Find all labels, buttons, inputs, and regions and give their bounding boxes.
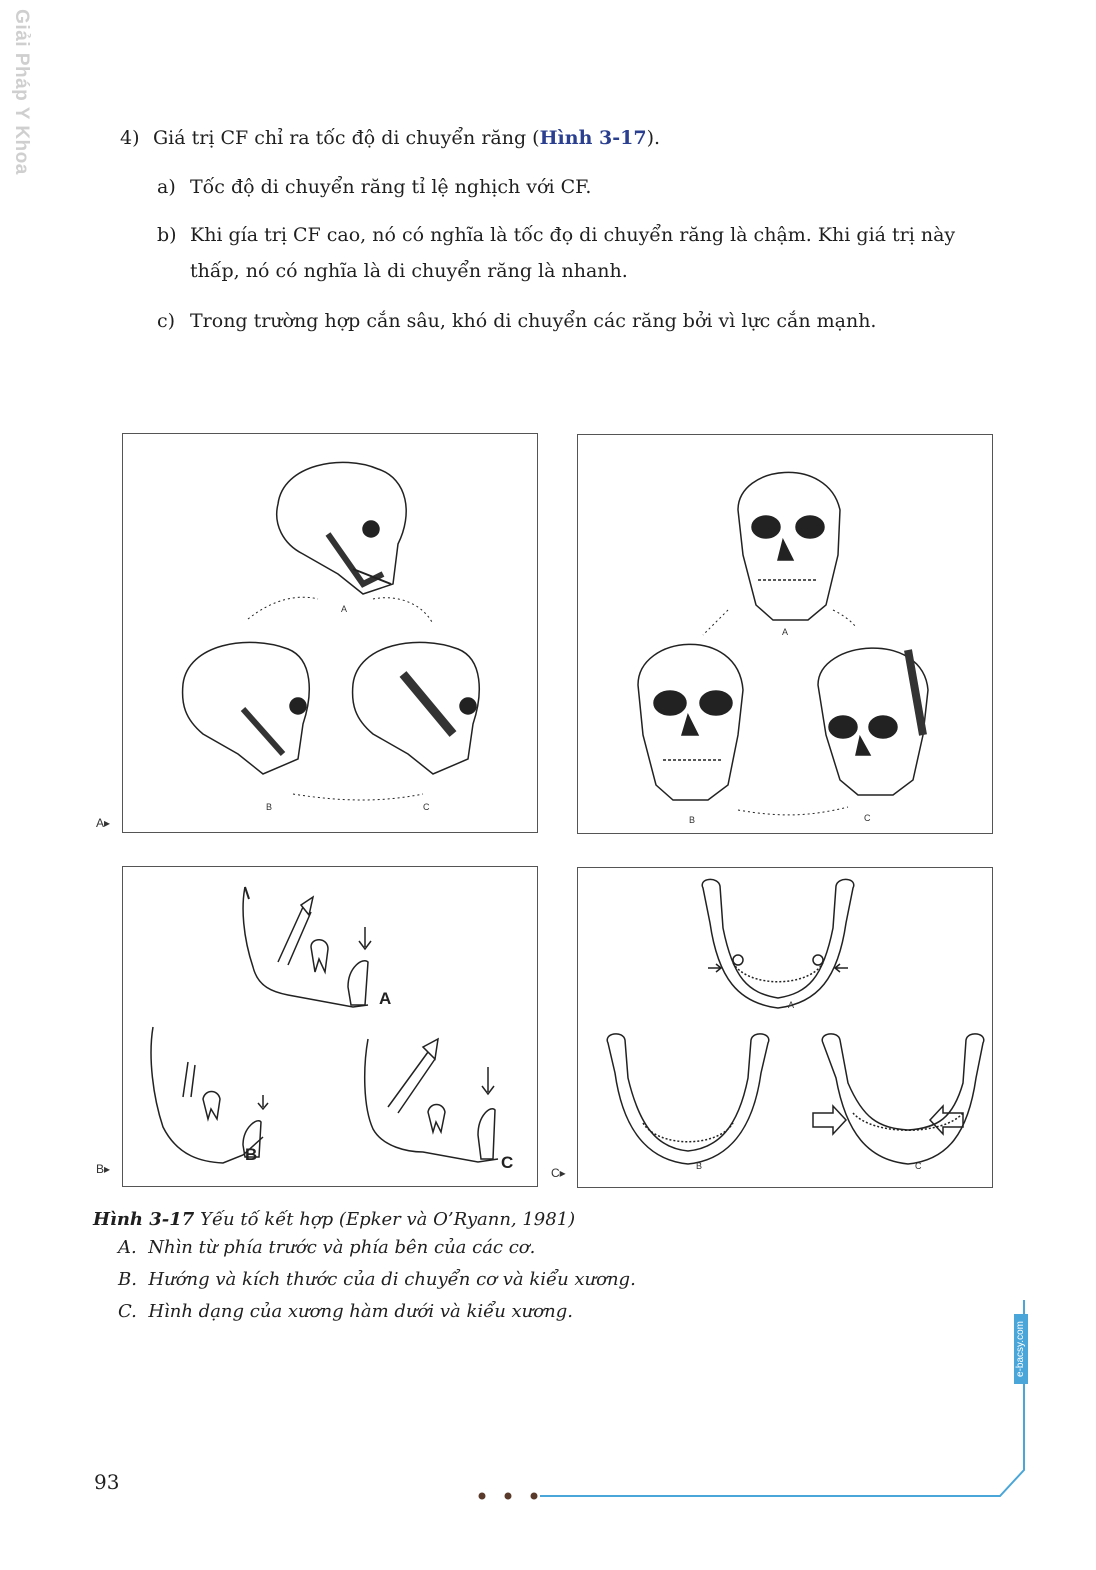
sublabel-b: B bbox=[266, 802, 273, 812]
list-item-number: 4) bbox=[120, 127, 140, 149]
sublabel-a: A bbox=[788, 1000, 795, 1010]
list-item-text-line1: Khi gía trị CF cao, nó có nghĩa là tốc đọ di chuyển răng là chậm. Khi giá trị này bbox=[190, 224, 956, 246]
footer-dot bbox=[531, 1493, 538, 1500]
footer-dot bbox=[479, 1493, 486, 1500]
sublabel-a: A bbox=[379, 989, 392, 1008]
sublabel-b: B bbox=[245, 1145, 258, 1164]
list-item-text-line2: thấp, nó có nghĩa là di chuyển răng là nhanh. bbox=[190, 260, 628, 282]
list-item-text: Giá trị CF chỉ ra tốc độ di chuyển răng (Hình 3-17). bbox=[153, 127, 661, 149]
figure-reference-link[interactable]: Hình 3-17 bbox=[539, 127, 647, 149]
caption-item-a: A. Nhìn từ phía trước và phía bên của các cơ. bbox=[118, 1237, 536, 1258]
panel-label-a: A▸ bbox=[96, 816, 111, 830]
caption-item-c: C. Hình dạng của xương hàm dưới và kiểu xương. bbox=[118, 1301, 573, 1322]
footer-line bbox=[540, 1300, 1024, 1496]
panel-label-b: B▸ bbox=[96, 1162, 111, 1176]
list-item-letter: c) bbox=[157, 310, 176, 332]
sublabel-b: B bbox=[696, 1161, 703, 1171]
sublabel-c: C bbox=[915, 1161, 922, 1171]
list-item-letter: a) bbox=[157, 176, 176, 198]
sublabel-a: A bbox=[782, 627, 789, 637]
page-number: 93 bbox=[94, 1470, 120, 1494]
list-item-letter: b) bbox=[157, 224, 177, 246]
side-brand-text: Giải Pháp Y Khoa bbox=[11, 9, 32, 175]
sublabel-c: C bbox=[501, 1153, 514, 1172]
caption-text: Yếu tố kết hợp (Epker và O’Ryann, 1981) bbox=[194, 1209, 576, 1230]
list-item-text: Tốc độ di chuyển răng tỉ lệ nghịch với CF. bbox=[190, 176, 592, 198]
sublabel-a: A bbox=[341, 604, 348, 614]
sublabel-c: C bbox=[864, 813, 871, 823]
panel-label-c: C▸ bbox=[551, 1166, 566, 1180]
caption-title: Hình 3-17 bbox=[93, 1209, 195, 1230]
sublabel-c: C bbox=[423, 802, 430, 812]
list-item-text: Trong trường hợp cắn sâu, khó di chuyển các răng bởi vì lực cắn mạnh. bbox=[190, 310, 877, 332]
sublabel-b: B bbox=[689, 815, 696, 825]
watermark-site: e-bacsy.com bbox=[1014, 1314, 1028, 1384]
footer-dot bbox=[505, 1493, 512, 1500]
caption-item-b: B. Hướng và kích thước của di chuyển cơ và kiểu xương. bbox=[118, 1269, 636, 1290]
